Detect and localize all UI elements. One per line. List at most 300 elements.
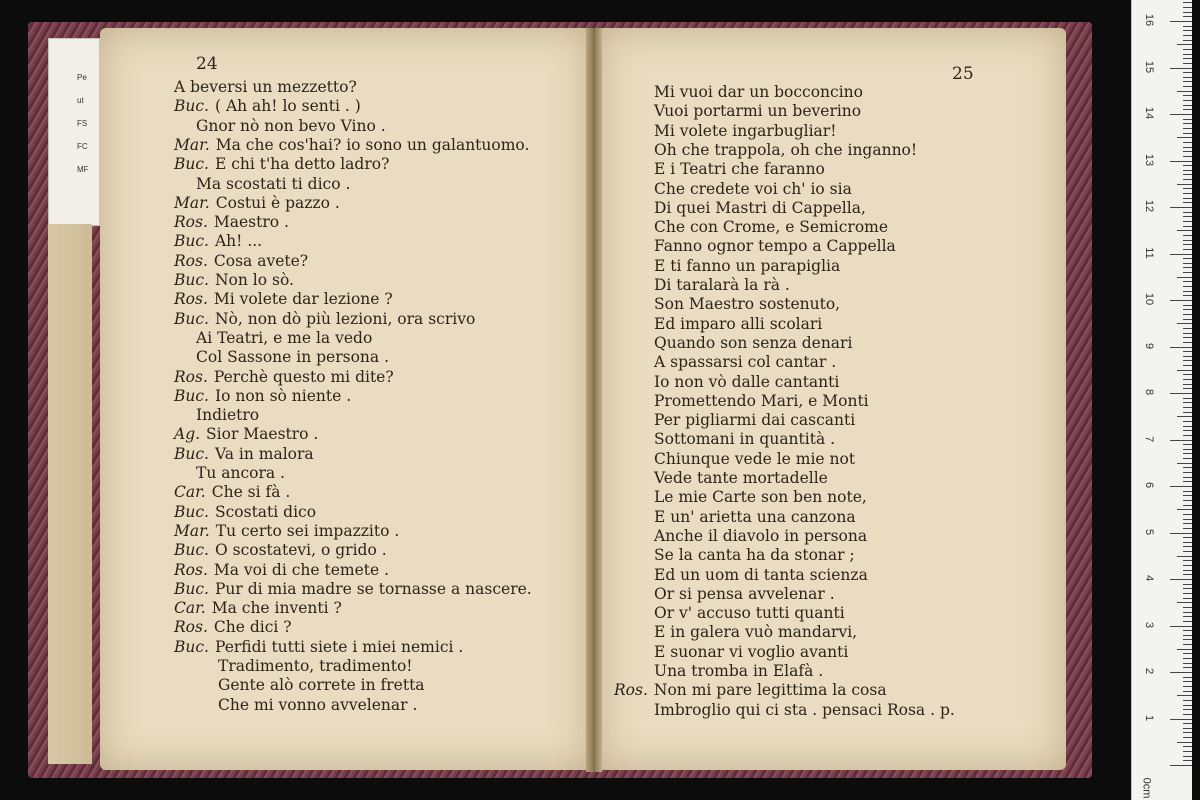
speaker-label: Buc.	[174, 232, 209, 251]
ruler-tick	[1183, 495, 1192, 496]
ruler-tick	[1177, 184, 1192, 185]
slip-label: FS	[77, 119, 88, 128]
ruler-tick	[1183, 244, 1192, 245]
speaker-label: Ros.	[174, 213, 208, 232]
text-line	[196, 464, 285, 482]
ruler-tick	[1183, 388, 1192, 389]
text-line	[174, 599, 342, 617]
ruler-tick	[1183, 63, 1192, 64]
line-text: Vuoi portarmi un beverino	[654, 102, 862, 121]
line-text: Gnor nò non bevo Vino .	[196, 116, 386, 135]
ruler-tick	[1177, 649, 1192, 650]
text-line	[174, 503, 316, 521]
ruler-tick	[1183, 709, 1192, 710]
text-line	[654, 122, 836, 140]
ruler-tick	[1177, 91, 1192, 92]
line-text: A spassarsi col cantar .	[654, 353, 837, 372]
ruler-tick	[1170, 765, 1192, 766]
line-text: Cosa avete?	[213, 251, 309, 270]
ruler-tick	[1170, 300, 1192, 301]
ruler-number: 10	[1143, 292, 1155, 306]
line-text: A beversi un mezzetto?	[174, 78, 357, 96]
ruler-tick	[1183, 281, 1192, 282]
text-line	[654, 199, 866, 217]
line-text: Che si fà .	[211, 483, 291, 502]
ruler-tick	[1183, 240, 1192, 241]
ruler-tick	[1170, 579, 1192, 580]
line-text: Ma scostati ti dico .	[196, 174, 351, 193]
line-text: Ah! ...	[214, 232, 263, 251]
slip-label: MF	[77, 165, 89, 174]
ruler-tick	[1170, 114, 1192, 115]
ruler-tick	[1183, 314, 1192, 315]
ruler-unit-label: 0cm	[1140, 777, 1153, 799]
line-text: Tu certo sei impazzito .	[215, 521, 400, 540]
ruler-tick	[1170, 207, 1192, 208]
ruler-tick	[1183, 2, 1192, 3]
ruler-number: 13	[1143, 153, 1155, 166]
ruler-tick	[1183, 319, 1192, 320]
ruler-tick	[1183, 305, 1192, 306]
ruler-tick	[1183, 384, 1192, 385]
ruler-tick	[1183, 523, 1192, 524]
ruler-tick	[1183, 593, 1192, 594]
text-line	[654, 180, 852, 198]
text-line	[614, 681, 887, 699]
line-text: Va in malora	[214, 444, 314, 463]
ruler-tick	[1183, 723, 1192, 724]
ruler-tick	[1183, 491, 1192, 492]
text-line	[196, 329, 372, 347]
ruler-tick	[1183, 379, 1192, 380]
ruler-tick	[1183, 412, 1192, 413]
line-text: Una tromba in Elafà .	[654, 662, 824, 680]
text-line	[218, 676, 425, 694]
text-line	[654, 450, 855, 468]
line-text: Oh che trappola, oh che inganno!	[654, 140, 918, 159]
ruler-tick	[1170, 533, 1192, 534]
ruler-tick	[1183, 258, 1192, 259]
ruler-tick	[1183, 705, 1192, 706]
ruler-tick	[1177, 44, 1192, 45]
ruler-tick	[1183, 751, 1192, 752]
line-text: Mi volete ingarbugliar!	[654, 121, 837, 140]
ruler-tick	[1170, 672, 1192, 673]
speaker-label: Buc.	[174, 637, 209, 656]
line-text: Io non sò niente .	[214, 386, 352, 405]
speaker-label: Buc.	[174, 271, 209, 289]
ruler-tick	[1177, 556, 1192, 557]
ruler-number: 9	[1143, 342, 1155, 349]
ruler-tick	[1183, 179, 1192, 180]
ruler-tick	[1183, 286, 1192, 287]
speaker-label: Buc.	[174, 386, 209, 405]
line-text: Tradimento, tradimento!	[218, 657, 413, 675]
catalog-slip	[48, 38, 100, 226]
ruler-tick	[1183, 458, 1192, 459]
ruler-tick	[1183, 77, 1192, 78]
ruler-tick	[1183, 54, 1192, 55]
page-number-right: 25	[952, 64, 974, 84]
ruler-tick	[1170, 347, 1192, 348]
text-line	[174, 425, 318, 443]
text-line	[654, 430, 835, 448]
line-text: Se la canta ha da stonar ;	[654, 546, 855, 565]
line-text: Mi volete dar lezione ?	[213, 290, 393, 309]
ruler-tick	[1183, 453, 1192, 454]
ruler-tick	[1183, 407, 1192, 408]
ruler-tick	[1183, 398, 1192, 399]
text-line	[174, 580, 532, 598]
text-line	[174, 618, 292, 636]
text-line	[654, 141, 917, 159]
ruler-tick	[1183, 188, 1192, 189]
ruler-tick	[1183, 691, 1192, 692]
ruler-tick	[1183, 630, 1192, 631]
ruler-tick	[1183, 514, 1192, 515]
line-text: Le mie Carte son ben note,	[654, 488, 867, 507]
ruler-tick	[1183, 658, 1192, 659]
text-line	[654, 102, 861, 120]
ruler-tick	[1183, 477, 1192, 478]
ruler-tick	[1183, 519, 1192, 520]
line-text: Per pigliarmi dai cascanti	[654, 411, 856, 430]
ruler-tick	[1183, 565, 1192, 566]
line-text: E chi t'ha detto ladro?	[214, 155, 390, 174]
speaker-label: Mar.	[174, 193, 210, 212]
ruler-number: 5	[1143, 528, 1155, 535]
line-text: Ed imparo alli scolari	[654, 314, 823, 333]
text-line	[218, 657, 413, 675]
ruler-tick	[1183, 49, 1192, 50]
text-line	[654, 160, 825, 178]
ruler-tick	[1183, 174, 1192, 175]
ruler-number: 16	[1143, 13, 1155, 27]
ruler-tick	[1183, 430, 1192, 431]
text-line	[174, 522, 399, 540]
text-line	[174, 638, 463, 656]
ruler-tick	[1183, 221, 1192, 222]
text-line	[654, 527, 867, 545]
line-text: Anche il diavolo in persona	[654, 526, 868, 545]
ruler-tick	[1183, 309, 1192, 310]
text-line	[654, 257, 840, 275]
line-text: Ma che inventi ?	[211, 599, 342, 618]
ruler-tick	[1170, 68, 1192, 69]
ruler-number: 8	[1143, 388, 1155, 396]
ruler-tick	[1170, 161, 1192, 162]
ruler-tick	[1183, 560, 1192, 561]
ruler-tick	[1183, 537, 1192, 538]
ruler-tick	[1183, 663, 1192, 664]
ruler-tick	[1183, 421, 1192, 422]
line-text: Nò, non dò più lezioni, ora scrivo	[214, 309, 476, 328]
line-text: Di taralarà la rà .	[654, 276, 790, 294]
line-text: E i Teatri che faranno	[654, 160, 825, 179]
ruler-tick	[1177, 602, 1192, 603]
line-text: Che mi vonno avvelenar .	[218, 695, 418, 714]
ruler-number: 15	[1143, 60, 1155, 73]
left-page	[100, 28, 590, 770]
ruler-tick	[1183, 481, 1192, 482]
ruler-tick	[1183, 737, 1192, 738]
ruler-tick	[1170, 21, 1192, 22]
ruler-tick	[1183, 584, 1192, 585]
ruler-tick	[1170, 719, 1192, 720]
text-line	[196, 175, 350, 193]
endpaper	[48, 224, 92, 764]
speaker-label: Car.	[174, 599, 206, 618]
line-text: Ai Teatri, e me la vedo	[196, 328, 373, 347]
slip-label: FC	[77, 142, 88, 151]
line-text: Tu ancora .	[196, 464, 285, 482]
text-line	[654, 276, 790, 294]
line-text: Maestro .	[213, 213, 289, 232]
text-line	[654, 566, 868, 584]
text-line	[654, 315, 822, 333]
ruler-tick	[1183, 472, 1192, 473]
ruler-tick	[1177, 695, 1192, 696]
line-text: Indietro	[196, 406, 260, 425]
ruler-tick	[1183, 16, 1192, 17]
ruler-tick	[1183, 677, 1192, 678]
ruler-tick	[1183, 756, 1192, 757]
line-text: Or si pensa avvelenar .	[654, 584, 835, 603]
text-line	[174, 194, 340, 212]
line-text: Che credete voi ch' io sia	[654, 179, 852, 198]
ruler-tick	[1183, 170, 1192, 171]
ruler-tick	[1183, 263, 1192, 264]
ruler-tick	[1170, 486, 1192, 487]
text-line	[654, 392, 869, 410]
ruler-tick	[1183, 449, 1192, 450]
ruler-tick	[1183, 342, 1192, 343]
ruler-tick	[1183, 119, 1192, 120]
text-line	[174, 561, 389, 579]
speaker-label: Buc.	[174, 155, 209, 174]
ruler-tick	[1170, 440, 1192, 441]
ruler-tick	[1183, 551, 1192, 552]
text-line	[174, 387, 351, 405]
ruler-tick	[1183, 216, 1192, 217]
ruler-tick	[1183, 686, 1192, 687]
ruler-tick	[1170, 393, 1192, 394]
ruler-tick	[1170, 626, 1192, 627]
ruler-tick	[1183, 588, 1192, 589]
text-line	[654, 701, 955, 719]
text-line	[196, 406, 259, 424]
ruler-tick	[1183, 100, 1192, 101]
speaker-label: Car.	[174, 483, 206, 502]
ruler-number: 14	[1143, 106, 1155, 120]
speaker-label: Ros.	[174, 290, 208, 309]
text-line	[654, 353, 836, 371]
line-text: E suonar vi voglio avanti	[654, 642, 849, 661]
text-line	[174, 213, 289, 231]
ruler-tick	[1183, 40, 1192, 41]
ruler-tick	[1183, 616, 1192, 617]
line-text: Sottomani in quantità .	[654, 430, 836, 449]
text-line	[654, 373, 839, 391]
text-line	[218, 696, 417, 714]
text-line	[174, 97, 361, 115]
ruler-number: 3	[1143, 621, 1155, 628]
line-text: Ma che cos'hai? io sono un galantuomo.	[215, 135, 530, 154]
line-text: Che dici ?	[213, 618, 292, 637]
line-text: Gente alò correte in fretta	[218, 676, 425, 695]
text-line	[174, 368, 394, 386]
line-text: Pur di mia madre se tornasse a nascere.	[214, 579, 532, 598]
line-text: Che con Crome, e Semicrome	[654, 218, 889, 237]
ruler-tick	[1177, 370, 1192, 371]
ruler-tick	[1183, 653, 1192, 654]
ruler-tick	[1183, 291, 1192, 292]
ruler-tick	[1183, 365, 1192, 366]
ruler-tick	[1183, 700, 1192, 701]
ruler-tick	[1183, 249, 1192, 250]
ruler-tick	[1183, 72, 1192, 73]
ruler-tick	[1183, 337, 1192, 338]
text-line	[174, 136, 529, 154]
text-line	[174, 483, 290, 501]
text-line	[654, 508, 856, 526]
line-text: Col Sassone in persona .	[196, 348, 389, 367]
text-line	[654, 488, 867, 506]
ruler-number: 11	[1143, 246, 1155, 259]
ruler-tick	[1183, 574, 1192, 575]
ruler-tick	[1183, 193, 1192, 194]
line-text: Ed un uom di tanta scienza	[654, 565, 868, 584]
ruler-tick	[1183, 226, 1192, 227]
ruler-tick	[1183, 435, 1192, 436]
ruler-tick	[1183, 681, 1192, 682]
line-text: Di quei Mastri di Cappella,	[654, 198, 866, 217]
text-line	[654, 237, 896, 255]
ruler-tick	[1183, 86, 1192, 87]
ruler-tick	[1183, 105, 1192, 106]
ruler-tick	[1183, 356, 1192, 357]
speaker-label: Ros.	[174, 618, 208, 637]
ruler-tick	[1177, 463, 1192, 464]
ruler-number: 12	[1143, 199, 1155, 213]
line-text: Non lo sò.	[214, 271, 294, 289]
ruler-tick	[1183, 760, 1192, 761]
ruler-tick	[1183, 667, 1192, 668]
speaker-label: Buc.	[174, 309, 209, 328]
ruler-tick	[1183, 142, 1192, 143]
ruler-tick	[1177, 277, 1192, 278]
text-line	[654, 334, 852, 352]
speaker-label: Buc.	[174, 502, 209, 521]
ruler-tick	[1177, 323, 1192, 324]
ruler-number: 1	[1143, 714, 1155, 721]
text-line	[174, 445, 314, 463]
ruler-tick	[1183, 570, 1192, 571]
ruler-tick	[1183, 607, 1192, 608]
line-text: Quando son senza denari	[654, 333, 853, 352]
ruler-number: 2	[1143, 667, 1155, 675]
ruler-tick	[1177, 230, 1192, 231]
ruler-tick	[1183, 272, 1192, 273]
ruler-tick	[1177, 509, 1192, 510]
ruler-tick	[1183, 109, 1192, 110]
text-line	[654, 295, 840, 313]
speaker-label: Buc.	[174, 97, 209, 116]
ruler-tick	[1183, 7, 1192, 8]
line-text: Io non vò dalle cantanti	[654, 372, 840, 391]
speaker-label: Buc.	[174, 444, 209, 463]
ruler-tick	[1183, 128, 1192, 129]
ruler-tick	[1183, 402, 1192, 403]
ruler-tick	[1183, 598, 1192, 599]
ruler-tick	[1183, 546, 1192, 547]
text-line	[174, 232, 262, 250]
text-line	[654, 469, 828, 487]
ruler-tick	[1183, 12, 1192, 13]
slip-label: Pe	[77, 73, 87, 82]
line-text: Perchè questo mi dite?	[213, 367, 394, 386]
speaker-label: Ros.	[174, 251, 208, 270]
ruler-tick	[1183, 267, 1192, 268]
ruler-tick	[1183, 26, 1192, 27]
line-text: E un' arietta una canzona	[654, 507, 856, 526]
speaker-label: Ros.	[174, 367, 208, 386]
ruler-tick	[1183, 444, 1192, 445]
ruler-tick	[1183, 123, 1192, 124]
line-text: Scostati dico	[214, 502, 317, 521]
ruler-tick	[1183, 644, 1192, 645]
book-gutter	[586, 28, 602, 772]
speaker-label: Ros.	[614, 681, 648, 700]
text-line	[654, 411, 855, 429]
speaker-label: Mar.	[174, 521, 210, 540]
text-line	[174, 155, 389, 173]
ruler-number: 4	[1143, 574, 1155, 582]
ruler-tick	[1183, 426, 1192, 427]
text-line	[654, 83, 863, 101]
line-text: E in galera vuò mandarvi,	[654, 623, 858, 642]
text-line	[196, 348, 389, 366]
line-text: Mi vuoi dar un bocconcino	[654, 83, 863, 101]
speaker-label: Buc.	[174, 579, 209, 598]
slip-label: ut	[77, 96, 84, 105]
ruler-tick	[1183, 467, 1192, 468]
ruler-tick	[1183, 746, 1192, 747]
ruler-tick	[1183, 212, 1192, 213]
ruler-tick	[1183, 542, 1192, 543]
line-text: O scostatevi, o grido .	[214, 541, 387, 560]
ruler-number: 6	[1143, 481, 1155, 489]
ruler-tick	[1183, 732, 1192, 733]
text-line	[174, 541, 387, 559]
text-line	[654, 546, 855, 564]
text-line	[654, 218, 888, 236]
ruler-tick	[1183, 81, 1192, 82]
line-text: Vede tante mortadelle	[654, 469, 828, 487]
ruler-tick	[1177, 416, 1192, 417]
text-line	[654, 643, 848, 661]
ruler-tick	[1183, 639, 1192, 640]
ruler-tick	[1183, 295, 1192, 296]
ruler-tick	[1177, 742, 1192, 743]
ruler-tick	[1183, 635, 1192, 636]
page-number-left: 24	[196, 54, 218, 74]
line-text: Fanno ognor tempo a Cappella	[654, 237, 896, 256]
ruler-number: 7	[1143, 435, 1155, 442]
ruler-tick	[1183, 95, 1192, 96]
ruler-tick	[1183, 328, 1192, 329]
line-text: Or v' accuso tutti quanti	[654, 604, 845, 623]
